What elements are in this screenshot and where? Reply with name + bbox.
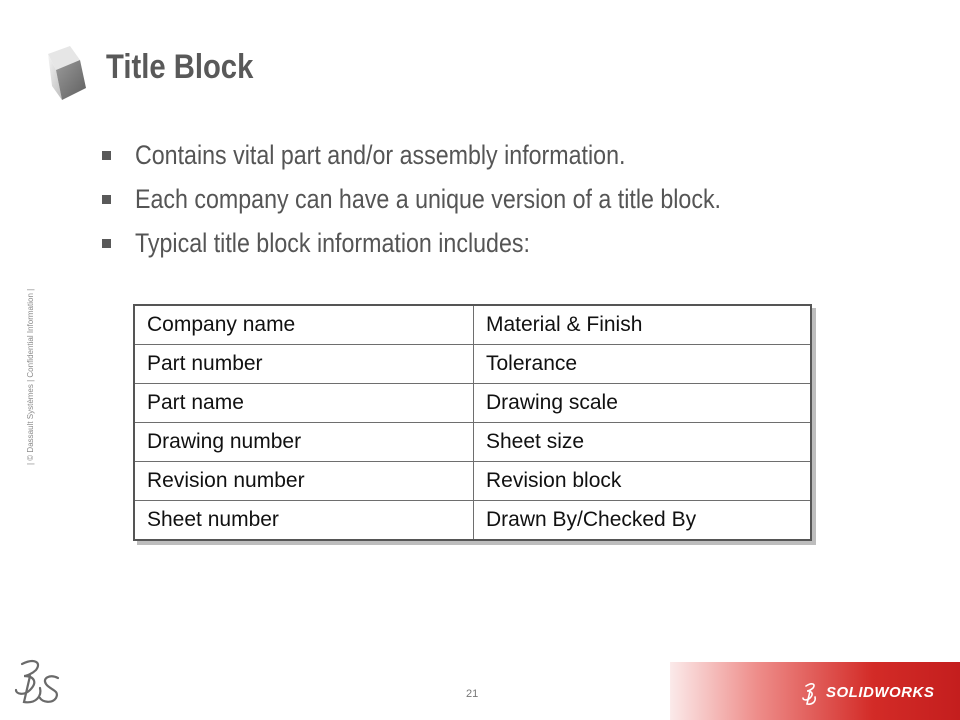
bullet-list xyxy=(100,138,816,270)
square-bullet-icon xyxy=(102,151,111,160)
table-cell: Revision block xyxy=(474,462,812,501)
bullet-item xyxy=(100,182,816,226)
table-row xyxy=(134,384,811,423)
title-block-info-table xyxy=(133,304,812,541)
bullet-item xyxy=(100,138,816,182)
bullet-text: Each company can have a unique version of a title block. xyxy=(135,184,722,214)
page-number: 21 xyxy=(466,688,479,700)
bullet-item xyxy=(100,226,816,270)
square-bullet-icon xyxy=(102,239,111,248)
table-row xyxy=(134,305,811,345)
table-cell: Material & Finish xyxy=(474,305,812,345)
solidworks-logo-text: SOLIDWORKS xyxy=(826,684,935,701)
table-row xyxy=(134,462,811,501)
table-cell: Tolerance xyxy=(474,345,812,384)
table-cell: Company name xyxy=(134,305,474,345)
bullet-text: Contains vital part and/or assembly information. xyxy=(135,140,626,170)
table-cell: Sheet number xyxy=(134,501,474,541)
table-cell: Part name xyxy=(134,384,474,423)
table-cell: Drawn By/Checked By xyxy=(474,501,812,541)
confidential-notice: | © Dassault Systèmes | Confidential Information | xyxy=(26,288,35,465)
square-bullet-icon xyxy=(102,195,111,204)
table-cell: Revision number xyxy=(134,462,474,501)
table-cell: Part number xyxy=(134,345,474,384)
slide-title: Title Block xyxy=(106,48,254,86)
table-row xyxy=(134,501,811,541)
bullet-text: Typical title block information includes: xyxy=(135,228,530,258)
table-cell: Drawing number xyxy=(134,423,474,462)
cube-icon xyxy=(40,40,102,104)
dassault-systemes-logo xyxy=(12,656,68,708)
table-row xyxy=(134,345,811,384)
table-cell: Sheet size xyxy=(474,423,812,462)
table-row xyxy=(134,423,811,462)
table-cell: Drawing scale xyxy=(474,384,812,423)
